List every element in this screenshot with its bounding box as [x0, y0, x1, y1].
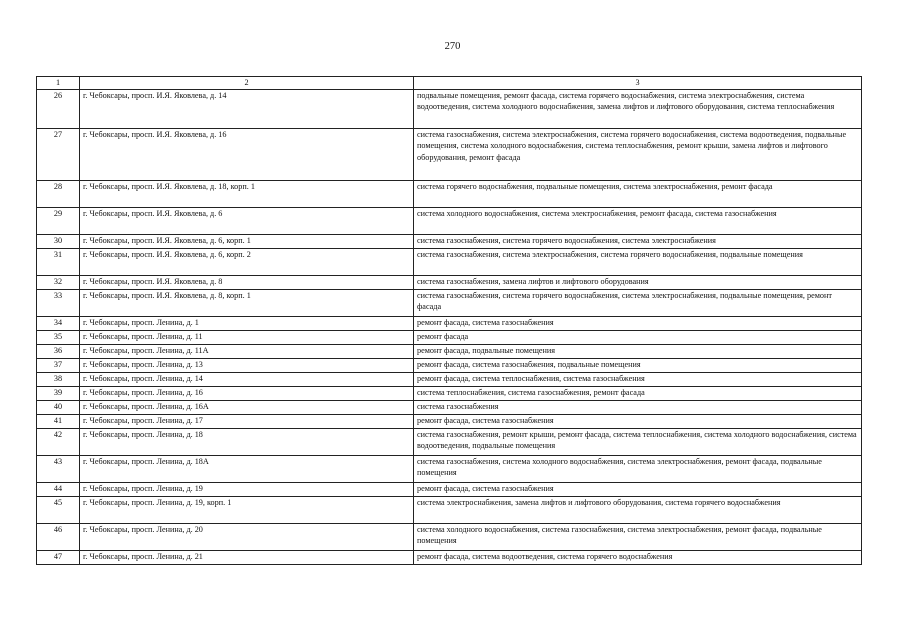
- row-address: г. Чебоксары, просп. И.Я. Яковлева, д. 16: [80, 128, 414, 180]
- row-address: г. Чебоксары, просп. Ленина, д. 19: [80, 482, 414, 496]
- table-row: [37, 207, 862, 234]
- row-address: г. Чебоксары, просп. И.Я. Яковлева, д. 18, корп. 1: [80, 180, 414, 207]
- row-address: г. Чебоксары, просп. Ленина, д. 13: [80, 358, 414, 372]
- row-address: г. Чебоксары, просп. Ленина, д. 14: [80, 372, 414, 386]
- row-number: 34: [37, 316, 80, 330]
- table-row: [37, 289, 862, 316]
- row-works: ремонт фасада, система газоснабжения: [414, 316, 862, 330]
- table-row: [37, 234, 862, 248]
- row-number: 28: [37, 180, 80, 207]
- table-row: [37, 428, 862, 455]
- row-works: система газоснабжения: [414, 400, 862, 414]
- row-number: 42: [37, 428, 80, 455]
- row-address: г. Чебоксары, просп. И.Я. Яковлева, д. 6, корп. 1: [80, 234, 414, 248]
- row-works: система газоснабжения, система горячего водоснабжения, система электроснабжения, подвальные помещения, ремонт фасада: [414, 289, 862, 316]
- row-address: г. Чебоксары, просп. Ленина, д. 21: [80, 550, 414, 564]
- row-address: г. Чебоксары, просп. Ленина, д. 16: [80, 386, 414, 400]
- table-row: [37, 248, 862, 275]
- row-number: 39: [37, 386, 80, 400]
- row-number: 31: [37, 248, 80, 275]
- row-address: г. Чебоксары, просп. Ленина, д. 20: [80, 523, 414, 550]
- table-row: [37, 89, 862, 128]
- header-cell-works: 3: [414, 77, 862, 90]
- row-works: подвальные помещения, ремонт фасада, система горячего водоснабжения, система электроснабжения, система водоотведения, система холодного водоснабжения, замена лифтов и лифтового оборудования, система теплоснабжения: [414, 89, 862, 128]
- row-works: система электроснабжения, замена лифтов и лифтового оборудования, система горячего водоснабжения: [414, 496, 862, 523]
- row-works: система газоснабжения, замена лифтов и лифтового оборудования: [414, 275, 862, 289]
- row-number: 44: [37, 482, 80, 496]
- table-row: [37, 400, 862, 414]
- row-works: система газоснабжения, система холодного водоснабжения, система электроснабжения, ремонт фасада, подвальные помещения: [414, 455, 862, 482]
- row-address: г. Чебоксары, просп. Ленина, д. 11А: [80, 344, 414, 358]
- row-address: г. Чебоксары, просп. Ленина, д. 11: [80, 330, 414, 344]
- row-works: ремонт фасада: [414, 330, 862, 344]
- row-works: система газоснабжения, система горячего водоснабжения, система электроснабжения: [414, 234, 862, 248]
- table-row: [37, 180, 862, 207]
- row-works: система холодного водоснабжения, система электроснабжения, ремонт фасада, система газоснабжения: [414, 207, 862, 234]
- table-row: [37, 372, 862, 386]
- row-works: ремонт фасада, система водоотведения, система горячего водоснабжения: [414, 550, 862, 564]
- row-works: система теплоснабжения, система газоснабжения, ремонт фасада: [414, 386, 862, 400]
- row-address: г. Чебоксары, просп. Ленина, д. 18А: [80, 455, 414, 482]
- row-address: г. Чебоксары, просп. Ленина, д. 19, корп. 1: [80, 496, 414, 523]
- table-row: [37, 344, 862, 358]
- header-cell-address: 2: [80, 77, 414, 90]
- row-number: 36: [37, 344, 80, 358]
- table-row: [37, 496, 862, 523]
- row-address: г. Чебоксары, просп. Ленина, д. 18: [80, 428, 414, 455]
- row-works: ремонт фасада, система газоснабжения: [414, 482, 862, 496]
- table-row: [37, 275, 862, 289]
- row-number: 32: [37, 275, 80, 289]
- table-row: [37, 128, 862, 180]
- table-row: [37, 386, 862, 400]
- row-number: 43: [37, 455, 80, 482]
- row-works: система холодного водоснабжения, система газоснабжения, система электроснабжения, ремонт фасада, подвальные помещения: [414, 523, 862, 550]
- page-number: 270: [444, 41, 461, 52]
- row-number: 26: [37, 89, 80, 128]
- table-row: [37, 550, 862, 564]
- table-row: [37, 358, 862, 372]
- row-works: ремонт фасада, система газоснабжения, подвальные помещения: [414, 358, 862, 372]
- row-number: 30: [37, 234, 80, 248]
- row-address: г. Чебоксары, просп. И.Я. Яковлева, д. 14: [80, 89, 414, 128]
- row-number: 47: [37, 550, 80, 564]
- row-works: система газоснабжения, система электроснабжения, система горячего водоснабжения, подвальные помещения: [414, 248, 862, 275]
- row-address: г. Чебоксары, просп. Ленина, д. 1: [80, 316, 414, 330]
- table-row: [37, 482, 862, 496]
- row-works: система газоснабжения, система электроснабжения, система горячего водоснабжения, система водоотведения, подвальные помещения, система холодного водоснабжения, система теплоснабжения, ремонт крыши, замена лифтов и лифтового оборудования, ремонт фасада: [414, 128, 862, 180]
- table-row: [37, 414, 862, 428]
- row-address: г. Чебоксары, просп. И.Я. Яковлева, д. 6, корп. 2: [80, 248, 414, 275]
- row-number: 29: [37, 207, 80, 234]
- row-number: 45: [37, 496, 80, 523]
- row-number: 37: [37, 358, 80, 372]
- row-address: г. Чебоксары, просп. И.Я. Яковлева, д. 8: [80, 275, 414, 289]
- works-table: [36, 76, 862, 565]
- row-works: ремонт фасада, подвальные помещения: [414, 344, 862, 358]
- row-works: система горячего водоснабжения, подвальные помещения, система электроснабжения, ремонт фасада: [414, 180, 862, 207]
- row-works: система газоснабжения, ремонт крыши, ремонт фасада, система теплоснабжения, система холодного водоснабжения, система водоотведения, подвальные помещения: [414, 428, 862, 455]
- header-cell-number: 1: [37, 77, 80, 90]
- table-row: [37, 316, 862, 330]
- row-number: 41: [37, 414, 80, 428]
- row-address: г. Чебоксары, просп. И.Я. Яковлева, д. 8, корп. 1: [80, 289, 414, 316]
- row-number: 35: [37, 330, 80, 344]
- table-row: [37, 455, 862, 482]
- row-number: 46: [37, 523, 80, 550]
- table-body: [37, 77, 862, 565]
- row-number: 40: [37, 400, 80, 414]
- row-number: 27: [37, 128, 80, 180]
- row-works: ремонт фасада, система теплоснабжения, система газоснабжения: [414, 372, 862, 386]
- row-works: ремонт фасада, система газоснабжения: [414, 414, 862, 428]
- table-row: [37, 523, 862, 550]
- table-row: [37, 330, 862, 344]
- row-address: г. Чебоксары, просп. Ленина, д. 16А: [80, 400, 414, 414]
- row-number: 38: [37, 372, 80, 386]
- row-address: г. Чебоксары, просп. И.Я. Яковлева, д. 6: [80, 207, 414, 234]
- table-header-row: [37, 77, 862, 90]
- row-number: 33: [37, 289, 80, 316]
- row-address: г. Чебоксары, просп. Ленина, д. 17: [80, 414, 414, 428]
